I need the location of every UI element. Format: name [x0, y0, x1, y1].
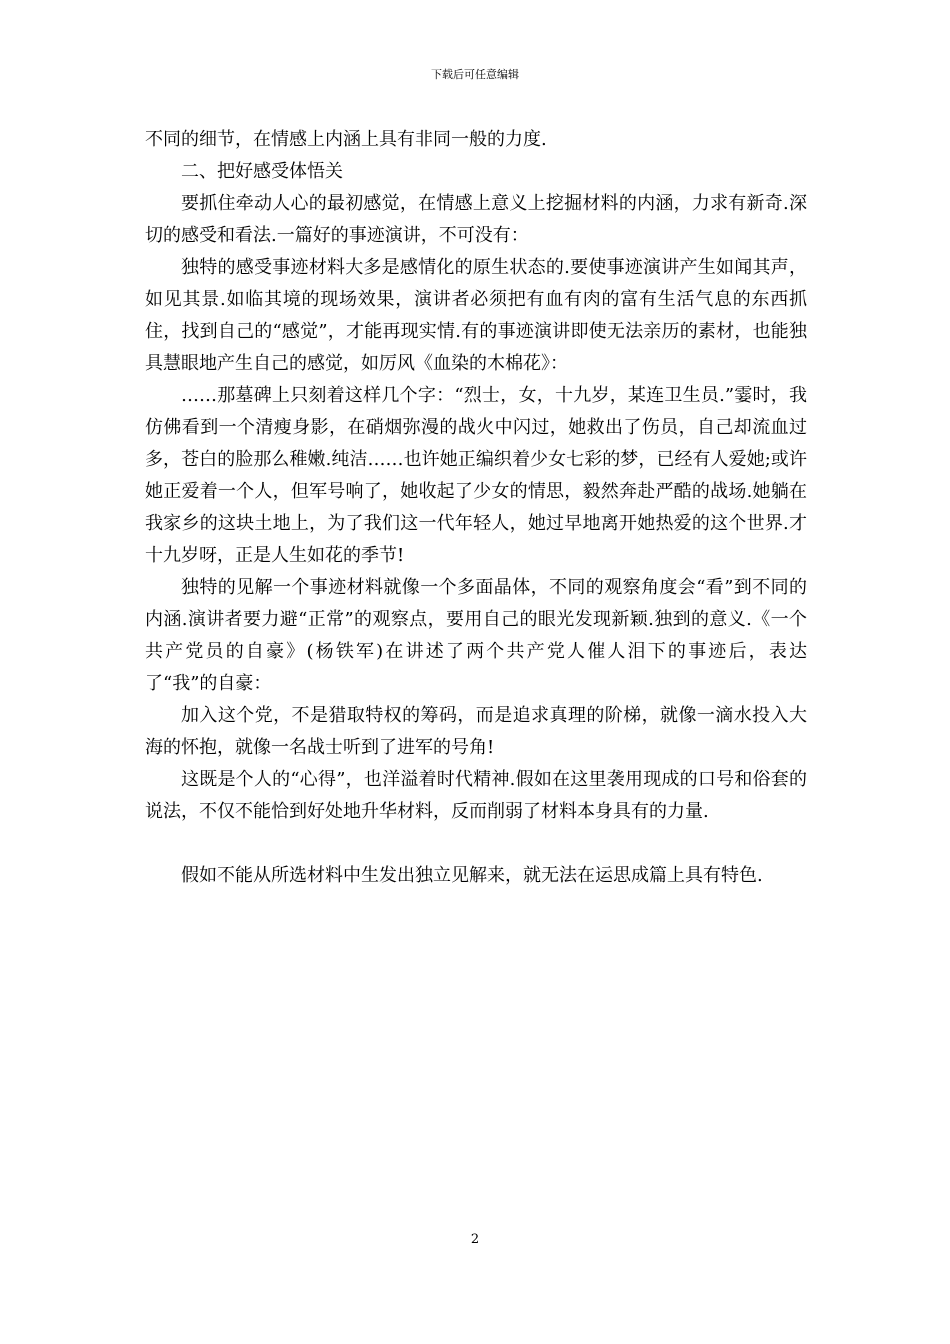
- paragraph: 要抓住牵动人心的最初感觉，在情感上意义上挖掘材料的内涵，力求有新奇.深切的感受和看法.一篇好的事迹演讲，不可没有：: [145, 193, 807, 246]
- quotation-paragraph: 加入这个党，不是猎取特权的筹码，而是追求真理的阶梯，就像一滴水投入大海的怀抱，就像一名战士听到了进军的号角!: [145, 705, 807, 758]
- document-body: [145, 124, 807, 892]
- quotation-paragraph: ……那墓碑上只刻着这样几个字：“烈士，女，十九岁，某连卫生员.”霎时，我仿佛看到一个清瘦身影，在硝烟弥漫的战火中闪过，她救出了伤员，自己却流血过多，苍白的脸那么稚嫩.纯洁……也许她正编织着少女七彩的梦，已经有人爱她;或许她正爱着一个人，但军号响了，她收起了少女的情思，毅然奔赴严酷的战场.她躺在我家乡的这块土地上，为了我们这一代年轻人，她过早地离开她热爱的这个世界.才十九岁呀，正是人生如花的季节!: [145, 385, 807, 566]
- paragraph: 这既是个人的“心得”，也洋溢着时代精神.假如在这里袭用现成的口号和俗套的说法，不仅不能恰到好处地升华材料，反而削弱了材料本身具有的力量.: [145, 769, 807, 822]
- page-number: 2: [470, 1232, 480, 1247]
- paragraph: 独特的见解一个事迹材料就像一个多面晶体，不同的观察角度会“看”到不同的内涵.演讲者要力避“正常”的观察点，要用自己的眼光发现新颖.独到的意义.《一个共产党员的自豪》(杨铁军)在讲述了两个共产党人催人泪下的事迹后，表达了“我”的自豪：: [145, 577, 807, 694]
- page-header: 下载后可任意编辑: [431, 68, 519, 81]
- paragraph-continuation: 不同的细节，在情感上内涵上具有非同一般的力度.: [145, 129, 547, 150]
- section-heading: 二、把好感受体悟关: [181, 161, 343, 182]
- paragraph: 独特的感受事迹材料大多是感情化的原生状态的.要使事迹演讲产生如闻其声，如见其景.如临其境的现场效果，演讲者必须把有血有肉的富有生活气息的东西抓住，找到自己的“感觉”，才能再现实情.有的事迹演讲即使无法亲历的素材，也能独具慧眼地产生自己的感觉，如厉风《血染的木棉花》：: [145, 257, 807, 374]
- paragraph: 假如不能从所选材料中生发出独立见解来，就无法在运思成篇上具有特色.: [181, 865, 763, 886]
